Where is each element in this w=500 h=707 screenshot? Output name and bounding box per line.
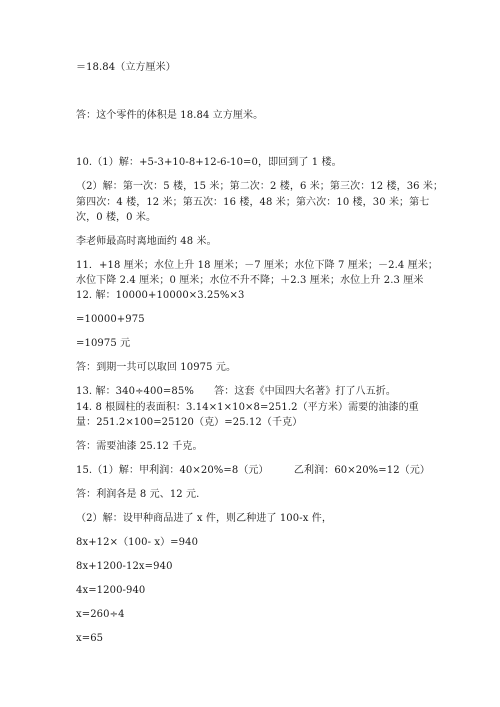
text-line: =10975 元 [76, 338, 131, 349]
text-line: 12. 解：10000+10000×3.25%×3 [76, 290, 245, 301]
text-line: 4x=1200-940 [76, 585, 146, 596]
text-line: 10.（1）解：+5-3+10-8+12-6-10=0，即回到了 1 楼。 [76, 157, 342, 168]
text-line: 量：251.2×100=25120（克）=25.12（千克） [76, 417, 303, 428]
text-line: ＝18.84（立方厘米） [76, 62, 176, 73]
text-line: （2）解：第一次：5 楼，15 米；第二次：2 楼，6 米；第三次：12 楼，36 米； [76, 181, 444, 192]
text-line: 答：需要油漆 25.12 千克。 [76, 441, 203, 452]
text-line: 8x+1200-12x=940 [76, 561, 173, 572]
text-line: x=260÷4 [76, 609, 125, 620]
text-line: 答：利润各是 8 元、12 元. [76, 489, 200, 500]
text-line: 8x+12×（100- x）=940 [76, 537, 199, 548]
text-line: 次，0 楼，0 米。 [76, 212, 157, 223]
text-line: 11．+18 厘米；水位上升 18 厘米；－7 厘米；水位下降 7 厘米；－2.4 厘米； [76, 260, 438, 271]
text-line: 答：到期一共可以取回 10975 元。 [76, 362, 237, 373]
text-line: x=65 [76, 633, 104, 644]
text-line: 答：这个零件的体积是 18.84 立方厘米。 [76, 110, 264, 121]
text-line: （2）解：设甲种商品进了 x 件，则乙种进了 100-x 件， [76, 513, 332, 524]
text-line: 15.（1）解：甲利润：40×20%=8（元） 乙利润：60×20%=12（元） [76, 465, 430, 476]
text-line: 第四次：4 楼，12 米；第五次：16 楼，48 米；第六次：10 楼，30 米；第七 [76, 197, 430, 208]
text-line: 李老师最高时离地面约 48 米。 [76, 236, 217, 247]
text-line: 13. 解：340÷400=85% 答：这套《中国四大名著》打了八五折。 [76, 386, 396, 397]
text-line: 14. 8 根圆柱的表面积：3.14×1×10×8=251.2（平方米）需要的油漆的重 [76, 402, 419, 413]
text-line: 水位下降 2.4 厘米；0 厘米；水位不升不降；＋2.3 厘米；水位上升 2.3 厘米 [76, 275, 424, 286]
text-line: =10000+975 [76, 314, 145, 325]
